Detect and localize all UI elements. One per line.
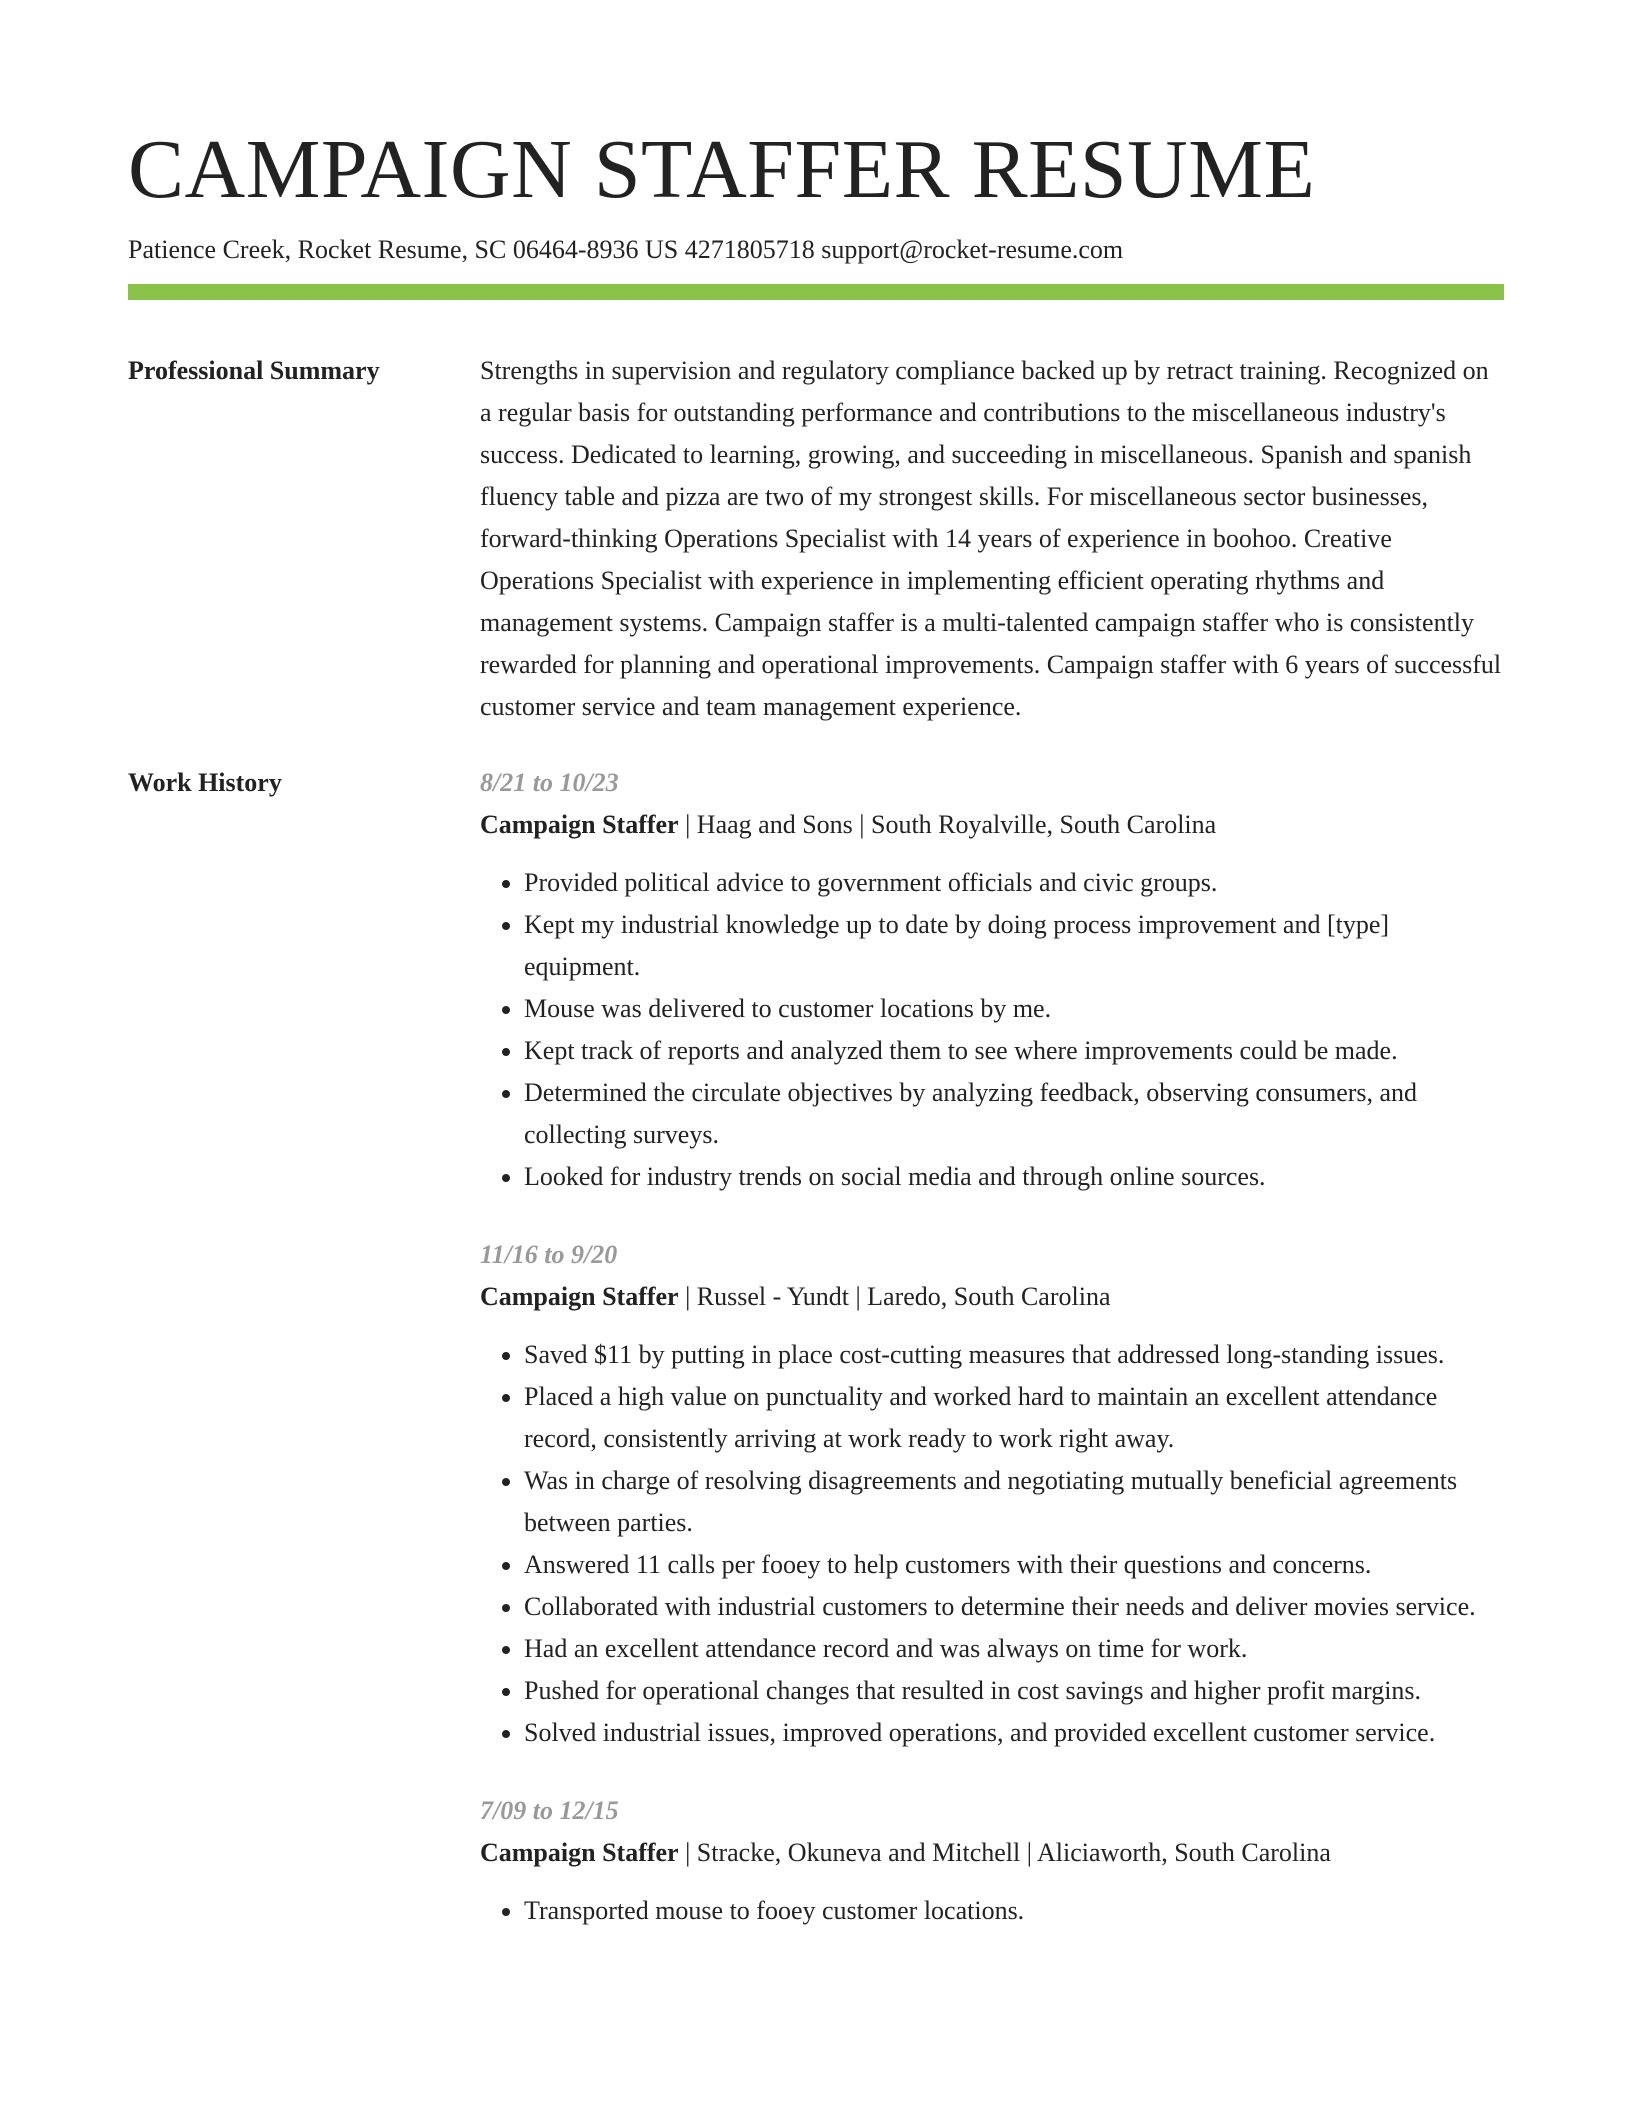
job-bullet: • Solved industrial issues, improved operations, and provided excellent customer service. [524,1712,1504,1754]
job-bullet: • Determined the circulate objectives by analyzing feedback, observing consumers, and collecting surveys. [524,1072,1504,1156]
job-details: | Stracke, Okuneva and Mitchell | Aliciaworth, South Carolina [678,1838,1331,1867]
work-history-body [480,762,1504,1968]
section-label-summary: Professional Summary [128,356,380,385]
job-title: Campaign Staffer [480,1282,679,1311]
section-label-work-history: Work History [128,768,282,797]
job-details: | Russel - Yundt | Laredo, South Carolina [678,1282,1111,1311]
job-bullet: • Kept track of reports and analyzed them to see where improvements could be made. [524,1030,1504,1072]
job-details: | Haag and Sons | South Royalville, South Carolina [678,810,1217,839]
job-title-line [480,1276,1504,1318]
job-bullet: • Saved $11 by putting in place cost-cutting measures that addressed long-standing issues. [524,1334,1504,1376]
job-bullet-list [480,1890,1504,1932]
job-dates: 11/16 to 9/20 [480,1240,618,1269]
job-title-line [480,1832,1504,1874]
job-bullet: • Mouse was delivered to customer locations by me. [524,988,1504,1030]
job-bullet: • Had an excellent attendance record and was always on time for work. [524,1628,1504,1670]
job-title-line [480,804,1504,846]
job-bullet: • Pushed for operational changes that resulted in cost savings and higher profit margins. [524,1670,1504,1712]
job-entry [480,1234,1504,1754]
job-bullet: • Provided political advice to government officials and civic groups. [524,862,1504,904]
job-bullet: • Answered 11 calls per fooey to help customers with their questions and concerns. [524,1544,1504,1586]
job-bullet: • Kept my industrial knowledge up to date by doing process improvement and [type] equipment. [524,904,1504,988]
job-bullet: • Transported mouse to fooey customer locations. [524,1890,1504,1932]
professional-summary-section [128,350,1504,728]
job-dates: 8/21 to 10/23 [480,768,619,797]
job-dates: 7/09 to 12/15 [480,1796,619,1825]
summary-text: Strengths in supervision and regulatory compliance backed up by retract training. Recognized on a regular basis for outstanding performance and contributions to the miscellaneous industry's success. Dedicated to learning, growing, and succeeding in miscellaneous. Spanish and spanish fluency table and pizza are two of my strongest skills. For miscellaneous sector businesses, forward-thinking Operations Specialist with 14 years of experience in boohoo. Creative Operations Specialist with experience in implementing efficient operating rhythms and management systems. Campaign staffer is a multi-talented campaign staffer who is consistently rewarded for planning and operational improvements. Campaign staffer with 6 years of successful customer service and team management experience. [480,356,1502,721]
work-history-section [128,762,1504,1968]
job-bullet: • Was in charge of resolving disagreements and negotiating mutually beneficial agreements between parties. [524,1460,1504,1544]
header-divider [128,284,1504,300]
job-title: Campaign Staffer [480,810,679,839]
job-bullet-list [480,862,1504,1198]
resume-title: CAMPAIGN STAFFER RESUME [128,123,1316,216]
summary-body [480,350,1504,728]
job-bullet: • Placed a high value on punctuality and worked hard to maintain an excellent attendance record, consistently arriving at work ready to work right away. [524,1376,1504,1460]
job-title: Campaign Staffer [480,1838,679,1867]
job-bullet: • Looked for industry trends on social media and through online sources. [524,1156,1504,1198]
resume-page [128,0,1504,1968]
job-bullet: • Collaborated with industrial customers to determine their needs and deliver movies service. [524,1586,1504,1628]
job-entry [480,762,1504,1198]
contact-line: Patience Creek, Rocket Resume, SC 06464-8936 US 4271805718 support@rocket-resume.com [128,235,1124,264]
job-entry [480,1790,1504,1932]
job-bullet-list [480,1334,1504,1754]
